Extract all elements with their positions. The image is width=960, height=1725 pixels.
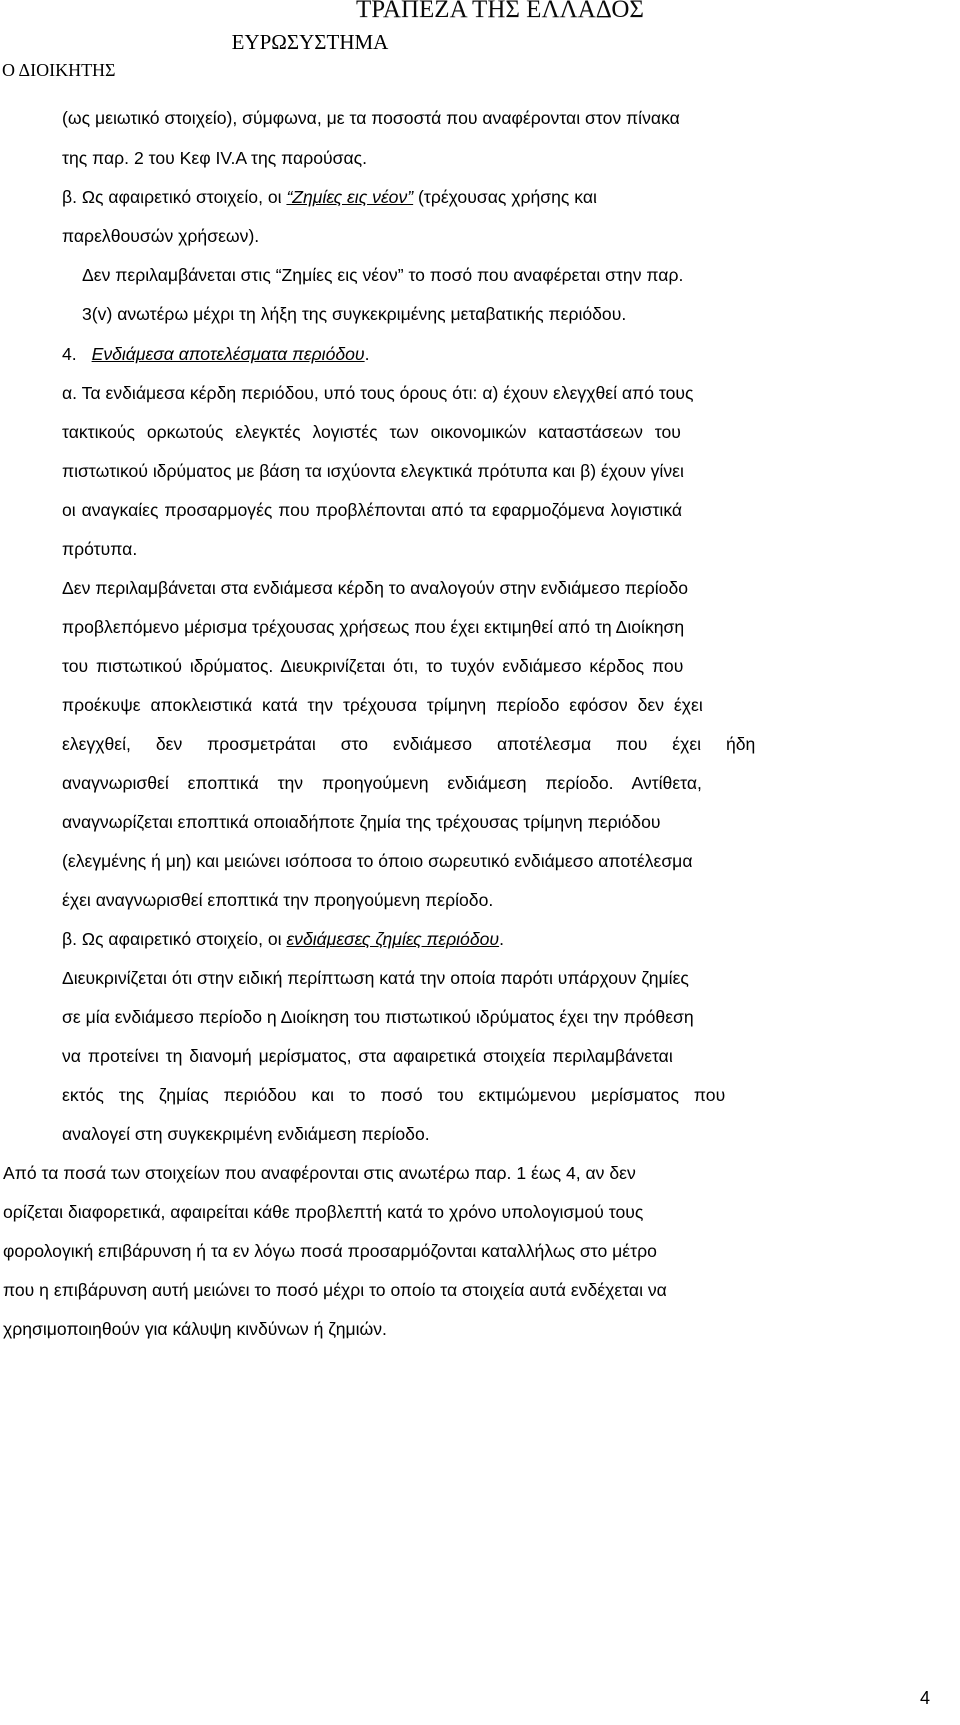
governor-label: Ο ΔΙΟΙΚΗΤΗΣ [2, 60, 116, 80]
text-line: ορίζεται διαφορετικά, αφαιρείται κάθε προβλεπτή κατά το χρόνο υπολογισμού τους [3, 1202, 644, 1222]
section-heading [62, 344, 370, 364]
text-line: φορολογική επιβάρυνση ή τα εν λόγω ποσά προσαρμόζονται καταλλήλως στο μέτρο [3, 1241, 657, 1261]
text-line: παρελθουσών χρήσεων). [62, 226, 260, 246]
text-line: πιστωτικού ιδρύματος με βάση τα ισχύοντα ελεγκτικά πρότυπα και β) έχουν γίνει [62, 461, 684, 481]
text-fragment: . [499, 929, 504, 949]
section-number: 4. [62, 344, 77, 364]
text-line: του πιστωτικού ιδρύματος. Διευκρινίζεται ότι, το τυχόν ενδιάμεσο κέρδος που [62, 656, 684, 676]
text-line: εκτός της ζημίας περιόδου και το ποσό του εκτιμώμενου μερίσματος που [62, 1085, 726, 1105]
text-line [62, 187, 597, 207]
text-line: προβλεπόμενο μέρισμα τρέχουσας χρήσεως που έχει εκτιμηθεί από τη Διοίκηση [62, 617, 685, 637]
text-line: αναγνωρισθεί εποπτικά την προηγούμενη ενδιάμεση περίοδο. Αντίθετα, [62, 773, 702, 793]
text-line: Δεν περιλαμβάνεται στις “Ζημίες εις νέον” το ποσό που αναφέρεται στην παρ. [82, 265, 684, 285]
text-fragment: β. Ως αφαιρετικό στοιχείο, οι [62, 929, 287, 949]
text-line: αναλογεί στη συγκεκριμένη ενδιάμεση περίοδο. [62, 1124, 430, 1144]
section-title: Ενδιάμεσα αποτελέσματα περιόδου [91, 344, 365, 364]
text-line: α. Τα ενδιάμεσα κέρδη περιόδου, υπό τους όρους ότι: α) έχουν ελεγχθεί από τους [62, 383, 694, 403]
text-line: τακτικούς ορκωτούς ελεγκτές λογιστές των οικονομικών καταστάσεων του [62, 422, 681, 442]
text-line: οι αναγκαίες προσαρμογές που προβλέπονται από τα εφαρμοζόμενα λογιστικά [62, 500, 683, 520]
text-line: πρότυπα. [62, 539, 138, 559]
text-line: Δεν περιλαμβάνεται στα ενδιάμεσα κέρδη το αναλογούν στην ενδιάμεσο περίοδο [62, 578, 689, 598]
text-line: που η επιβάρυνση αυτή μειώνει το ποσό μέχρι το οποίο τα στοιχεία αυτά ενδέχεται να [3, 1280, 667, 1300]
text-line: Από τα ποσά των στοιχείων που αναφέρονται στις ανωτέρω παρ. 1 έως 4, αν δεν [3, 1163, 636, 1183]
text-line: Διευκρινίζεται ότι στην ειδική περίπτωση κατά την οποία παρότι υπάρχουν ζημίες [62, 968, 689, 988]
text-line [62, 929, 504, 949]
text-line: της παρ. 2 του Κεφ IV.A της παρούσας. [62, 148, 368, 168]
text-line: (ελεγμένης ή μη) και μειώνει ισόποσα το όποιο σωρευτικό ενδιάμεσο αποτέλεσμα [62, 851, 693, 871]
text-line: (ως μειωτικό στοιχείο), σύμφωνα, με τα ποσοστά που αναφέρονται στον πίνακα [62, 108, 680, 128]
text-fragment: . [364, 344, 370, 364]
text-line: ελεγχθεί, δεν προσμετράται στο ενδιάμεσο αποτέλεσμα που έχει ήδη [62, 734, 756, 754]
page-number: 4 [919, 1688, 930, 1708]
text-line: 3(v) ανωτέρω μέχρι τη λήξη της συγκεκριμένης μεταβατικής περιόδου. [82, 304, 627, 324]
text-line: να προτείνει τη διανομή μερίσματος, στα αφαιρετικά στοιχεία περιλαμβάνεται [62, 1046, 673, 1066]
text-line: χρησιμοποιηθούν για κάλυψη κινδύνων ή ζημιών. [3, 1319, 387, 1339]
text-line: σε μία ενδιάμεσο περίοδο η Διοίκηση του πιστωτικού ιδρύματος έχει την πρόθεση [62, 1007, 694, 1027]
interim-losses-term: ενδιάμεσες ζημίες περιόδου [286, 929, 500, 949]
text-line: προέκυψε αποκλειστικά κατά την τρέχουσα τρίμηνη περίοδο εφόσον δεν έχει [62, 695, 703, 715]
bank-name: ΤΡΑΠΕΖΑ ΤΗΣ ΕΛΛΑΔΟΣ [356, 0, 644, 23]
text-line: έχει αναγνωρισθεί εποπτικά την προηγούμενη περίοδο. [62, 890, 494, 910]
losses-carried-forward-term: “Ζημίες εις νέον” [286, 187, 414, 207]
text-fragment: β. Ως αφαιρετικό στοιχείο, οι [62, 187, 287, 207]
eurosystem-label: ΕΥΡΩΣΥΣΤΗΜΑ [231, 30, 389, 54]
text-fragment: (τρέχουσας χρήσης και [413, 187, 597, 207]
text-line: αναγνωρίζεται εποπτικά οποιαδήποτε ζημία της τρέχουσας τρίμηνη περιόδου [62, 812, 661, 832]
